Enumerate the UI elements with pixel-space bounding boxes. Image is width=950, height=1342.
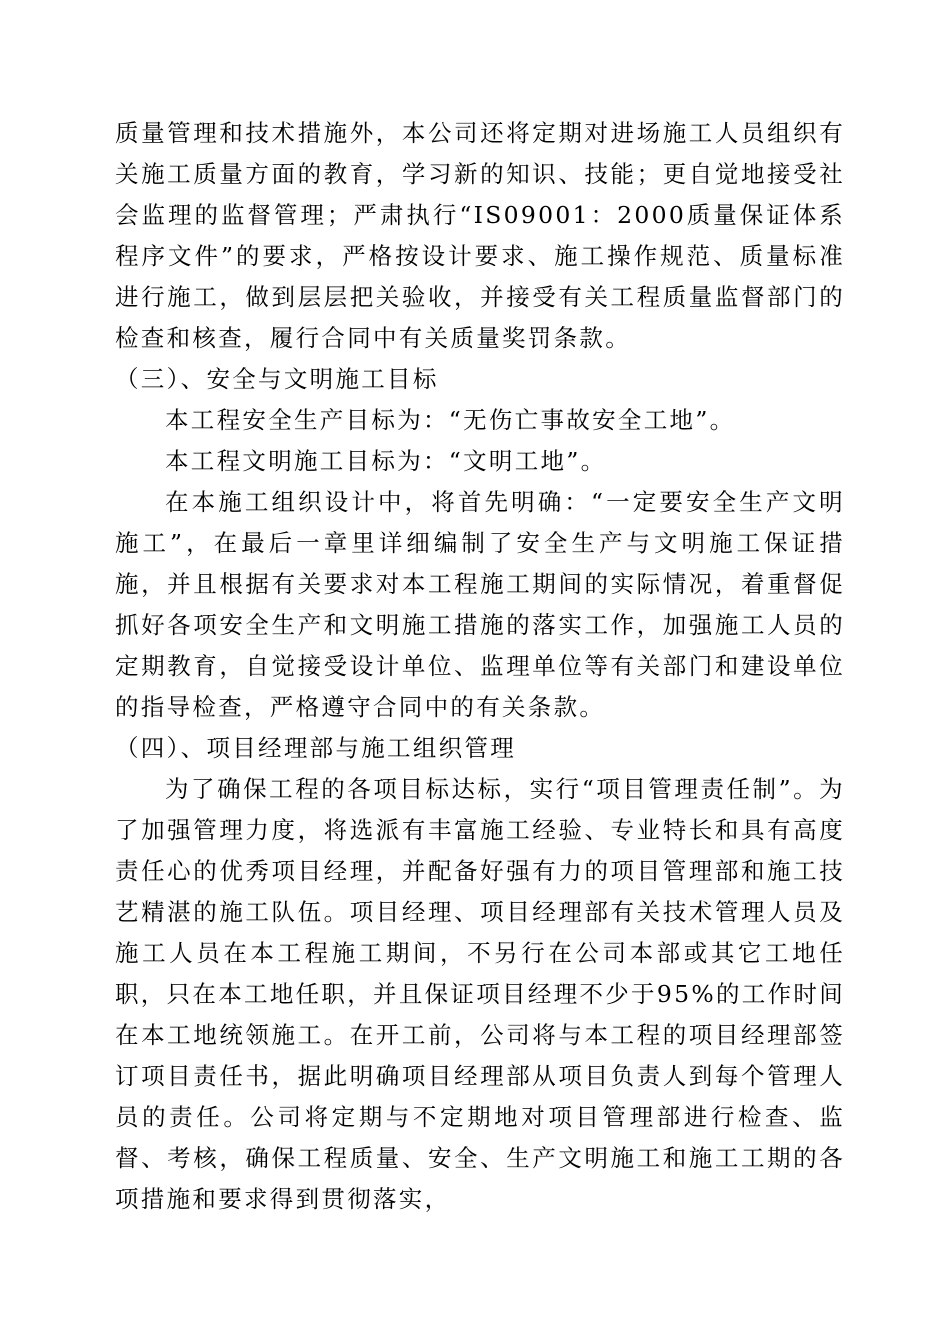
paragraph-civilized-goal: 本工程文明施工目标为：“文明工地”。: [165, 447, 607, 475]
heading-safety-civilized-goals: （三）、安全与文明施工目标: [115, 365, 439, 393]
heading-project-management: （四）、项目经理部与施工组织管理: [115, 734, 517, 762]
paragraph-quality-management: 质量管理和技术措施外，本公司还将定期对进场施工人员组织有关施工质量方面的教育，学习新的知识、技能；更自觉地接受社会监理的监督管理；严肃执行“IS09001：2000质量保证体系程序文件”的要求，严格按设计要求、施工操作规范、质量标准进行施工，做到层层把关验收，并接受有关工程质量监督部门的检查和核查，履行合同中有关质量奖罚条款。: [115, 119, 845, 352]
paragraph-safety-measures: 在本施工组织设计中，将首先明确：“一定要安全生产文明施工”，在最后一章里详细编制了安全生产与文明施工保证措施，并且根据有关要求对本工程施工期间的实际情况，着重督促抓好各项安全生产和文明施工措施的落实工作，加强施工人员的定期教育，自觉接受设计单位、监理单位等有关部门和建设单位的指导检查，严格遵守合同中的有关条款。: [115, 488, 845, 721]
paragraph-project-responsibility: 为了确保工程的各项目标达标，实行“项目管理责任制”。为了加强管理力度，将选派有丰富施工经验、专业特长和具有高度责任心的优秀项目经理，并配备好强有力的项目管理部和施工技艺精湛的施工队伍。项目经理、项目经理部有关技术管理人员及施工人员在本工程施工期间，不另行在公司本部或其它工地任职，只在本工地任职，并且保证项目经理不少于95%的工作时间在本工地统领施工。在开工前，公司将与本工程的项目经理部签订项目责任书，据此明确项目经理部从项目负责人到每个管理人员的责任。公司将定期与不定期地对项目管理部进行检查、监督、考核，确保工程质量、安全、生产文明施工和施工工期的各项措施和要求得到贯彻落实，: [115, 775, 845, 1213]
document-page: [115, 113, 845, 1220]
paragraph-safety-goal: 本工程安全生产目标为：“无伤亡事故安全工地”。: [165, 406, 736, 434]
